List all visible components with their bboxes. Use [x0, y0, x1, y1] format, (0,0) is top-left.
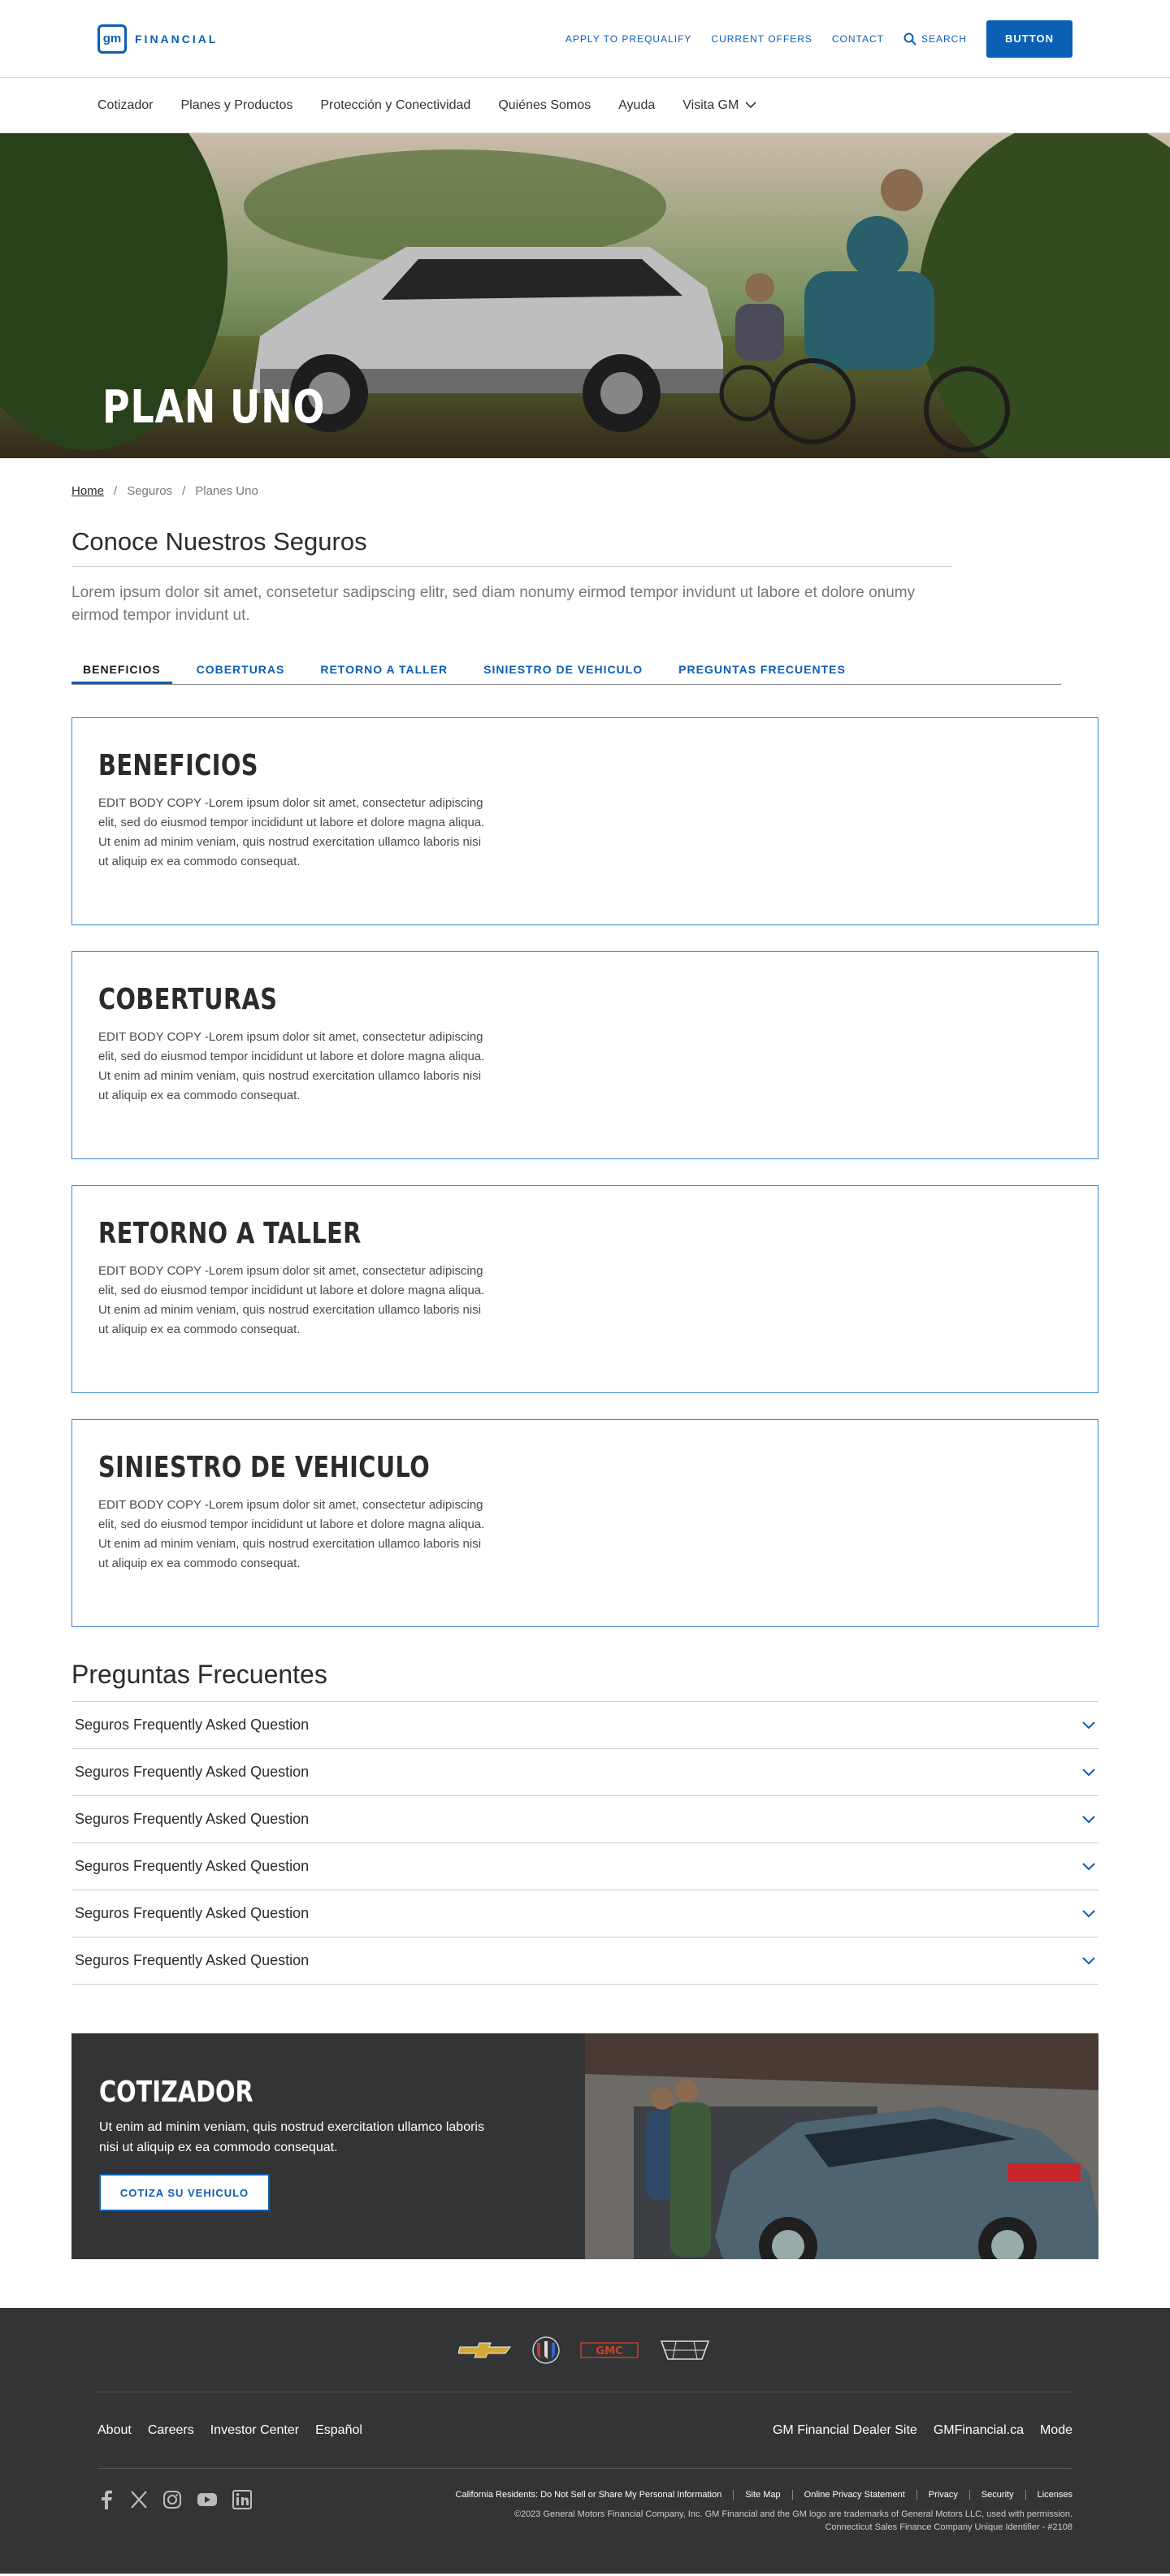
copyright-line-1: ©2023 General Motors Financial Company, Inc. GM Financial and the GM logo are trademarks of General Motors LLC, used with permission.: [514, 2509, 1072, 2519]
faq-question: Seguros Frequently Asked Question: [75, 1952, 310, 1968]
card-title: SINIESTRO DE VEHICULO: [98, 1451, 431, 1484]
chevron-down-icon: [745, 102, 756, 109]
faq-accordion: [72, 1701, 1098, 1985]
card-siniestro-vehiculo: [72, 1419, 1098, 1627]
chevron-down-icon: [1082, 1863, 1095, 1871]
faq-item[interactable]: [72, 1890, 1098, 1937]
faq-item[interactable]: [72, 1749, 1098, 1796]
faq-item[interactable]: [72, 1796, 1098, 1843]
promo-image: [585, 2033, 1098, 2259]
faq-item[interactable]: [72, 1843, 1098, 1890]
nav-ayuda[interactable]: Ayuda: [618, 97, 656, 112]
gmc-logo-icon[interactable]: [580, 2342, 639, 2358]
legal-link-licenses[interactable]: Licenses: [1037, 2490, 1072, 2500]
tab-siniestro-vehiculo[interactable]: SINIESTRO DE VEHICULO: [483, 663, 644, 676]
promo-content: [72, 2033, 585, 2259]
linkedin-icon[interactable]: [232, 2490, 252, 2509]
top-header: [0, 0, 1170, 78]
legal-block: [444, 2490, 1072, 2534]
footer-link-dealer-site[interactable]: GM Financial Dealer Site: [772, 2422, 917, 2437]
chevrolet-logo-icon[interactable]: [458, 2342, 512, 2358]
nav-visita-gm-label: Visita GM: [682, 97, 739, 112]
cotizador-promo: [72, 2033, 1098, 2259]
card-beneficios: [72, 717, 1098, 925]
main-nav: [0, 78, 1170, 133]
footer-link-careers[interactable]: Careers: [147, 2422, 194, 2437]
instagram-icon[interactable]: [162, 2490, 182, 2509]
footer-link-espanol[interactable]: Español: [315, 2422, 362, 2437]
site-footer: [0, 2308, 1170, 2574]
header-button[interactable]: BUTTON: [986, 20, 1072, 58]
footer-link-gmfinancial-ca[interactable]: GMFinancial.ca: [933, 2422, 1024, 2437]
gm-financial-logo[interactable]: [98, 24, 218, 54]
tab-retorno-taller[interactable]: RETORNO A TALLER: [320, 663, 448, 676]
legal-link-site-map[interactable]: Site Map: [734, 2490, 792, 2500]
promo-body: Ut enim ad minim veniam, quis nostrud exercitation ullamco laboris nisi ut aliquip ex ea commodo consequat.: [99, 2120, 484, 2154]
tab-preguntas-frecuentes[interactable]: PREGUNTAS FRECUENTES: [678, 663, 846, 676]
hero-banner: [0, 133, 1170, 458]
cotiza-vehiculo-button[interactable]: COTIZA SU VEHICULO: [99, 2174, 270, 2211]
promo-title: COTIZADOR: [99, 2076, 254, 2109]
buick-logo-icon[interactable]: [531, 2336, 561, 2364]
card-body: EDIT BODY COPY -Lorem ipsum dolor sit amet, consectetur adipiscing elit, sed do eiusmod tempor incididunt ut labore et dolore magna aliqua. Ut enim ad minim veniam, quis nostrud exercitation ullamco laboris nisi ut aliquip ex ea commodo consequat.: [98, 1030, 485, 1102]
logo-text: FINANCIAL: [135, 32, 219, 45]
chevron-down-icon: [1082, 1910, 1095, 1918]
breadcrumb-separator: /: [182, 484, 186, 498]
card-title: RETORNO A TALLER: [98, 1217, 362, 1250]
footer-links-left: [98, 2423, 362, 2438]
legal-links: [444, 2490, 1072, 2500]
legal-link-privacy[interactable]: Privacy: [917, 2490, 970, 2500]
brand-logos: [98, 2308, 1072, 2392]
faq-question: Seguros Frequently Asked Question: [75, 1905, 310, 1921]
card-title: BENEFICIOS: [98, 749, 258, 782]
tab-coberturas[interactable]: COBERTURAS: [196, 663, 285, 676]
chevron-down-icon: [1082, 1957, 1095, 1965]
footer-link-mode[interactable]: Mode: [1039, 2422, 1072, 2437]
chevron-down-icon: [1082, 1816, 1095, 1824]
footer-link-about[interactable]: About: [98, 2422, 132, 2437]
breadcrumb-home[interactable]: Home: [72, 484, 105, 498]
nav-cotizador[interactable]: Cotizador: [98, 97, 154, 112]
search-icon: [904, 32, 916, 45]
cards-list: [72, 717, 1098, 1627]
nav-visita-gm[interactable]: [682, 98, 756, 113]
section-tabs: [72, 663, 1061, 685]
faq-question: Seguros Frequently Asked Question: [75, 1811, 310, 1827]
chevron-down-icon: [1082, 1721, 1095, 1730]
utility-nav: [566, 20, 1072, 58]
faq-question: Seguros Frequently Asked Question: [75, 1717, 310, 1733]
legal-link-do-not-sell[interactable]: California Residents: Do Not Sell or Share My Personal Information: [444, 2490, 734, 2500]
intro-lead: Lorem ipsum dolor sit amet, consetetur sadipscing elitr, sed diam nonumy eirmod tempor invidunt ut labore et dolore onumy eirmod tempor invidunt ut.: [72, 584, 916, 624]
faq-question: Seguros Frequently Asked Question: [75, 1764, 310, 1780]
footer-links-right: [773, 2423, 1072, 2438]
youtube-icon[interactable]: [197, 2490, 218, 2509]
gmc-logo-text: GMC: [596, 2344, 623, 2357]
card-retorno-taller: [72, 1185, 1098, 1393]
card-title: COBERTURAS: [98, 983, 278, 1016]
nav-planes-productos[interactable]: Planes y Productos: [180, 97, 293, 112]
copyright-line-2: Connecticut Sales Finance Company Unique Identifier - #2108: [825, 2522, 1072, 2532]
legal-link-online-privacy[interactable]: Online Privacy Statement: [793, 2490, 917, 2500]
search-label: SEARCH: [921, 32, 967, 45]
breadcrumb-separator: /: [114, 484, 118, 498]
card-coberturas: [72, 951, 1098, 1159]
faq-item[interactable]: [72, 1702, 1098, 1749]
breadcrumb: [72, 484, 1098, 498]
family-car-image: [585, 2033, 1098, 2259]
gm-logo-icon: gm: [98, 24, 127, 54]
breadcrumb-current: Planes Uno: [195, 484, 258, 498]
x-twitter-icon[interactable]: [130, 2490, 148, 2509]
tab-beneficios[interactable]: BENEFICIOS: [72, 663, 172, 684]
main-content: [0, 484, 1170, 2259]
faq-item[interactable]: [72, 1937, 1098, 1985]
card-body: EDIT BODY COPY -Lorem ipsum dolor sit amet, consectetur adipiscing elit, sed do eiusmod tempor incididunt ut labore et dolore magna aliqua. Ut enim ad minim veniam, quis nostrud exercitation ullamco laboris nisi ut aliquip ex ea commodo consequat.: [98, 1264, 485, 1336]
copyright: [444, 2508, 1072, 2534]
faq-question: Seguros Frequently Asked Question: [75, 1858, 310, 1874]
current-offers-link[interactable]: CURRENT OFFERS: [711, 32, 812, 45]
card-body: EDIT BODY COPY -Lorem ipsum dolor sit amet, consectetur adipiscing elit, sed do eiusmod tempor incididunt ut labore et dolore magna aliqua. Ut enim ad minim veniam, quis nostrud exercitation ullamco laboris nisi ut aliquip ex ea commodo consequat.: [98, 1498, 485, 1570]
apply-prequalify-link[interactable]: APPLY TO PREQUALIFY: [565, 32, 692, 45]
chevron-down-icon: [1082, 1769, 1095, 1777]
hero-title: PLAN UNO: [102, 381, 326, 434]
nav-quienes-somos[interactable]: Quiénes Somos: [498, 97, 592, 112]
breadcrumb-seguros: Seguros: [127, 484, 173, 498]
footer-link-investor-center[interactable]: Investor Center: [210, 2422, 300, 2437]
footer-links: [98, 2392, 1072, 2469]
facebook-icon[interactable]: [98, 2490, 115, 2509]
card-body: EDIT BODY COPY -Lorem ipsum dolor sit amet, consectetur adipiscing elit, sed do eiusmod tempor incididunt ut labore et dolore magna aliqua. Ut enim ad minim veniam, quis nostrud exercitation ullamco laboris nisi ut aliquip ex ea commodo consequat.: [98, 796, 485, 868]
search-link[interactable]: [904, 32, 967, 45]
legal-link-security[interactable]: Security: [970, 2490, 1026, 2500]
cadillac-logo-icon[interactable]: [658, 2338, 712, 2362]
contact-link[interactable]: CONTACT: [831, 32, 884, 45]
footer-bottom: [98, 2469, 1072, 2534]
faq-title: Preguntas Frecuentes: [72, 1660, 327, 1689]
nav-proteccion-conectividad[interactable]: Protección y Conectividad: [320, 97, 471, 112]
social-links: [98, 2490, 252, 2534]
section-title: Conoce Nuestros Seguros: [72, 527, 952, 567]
